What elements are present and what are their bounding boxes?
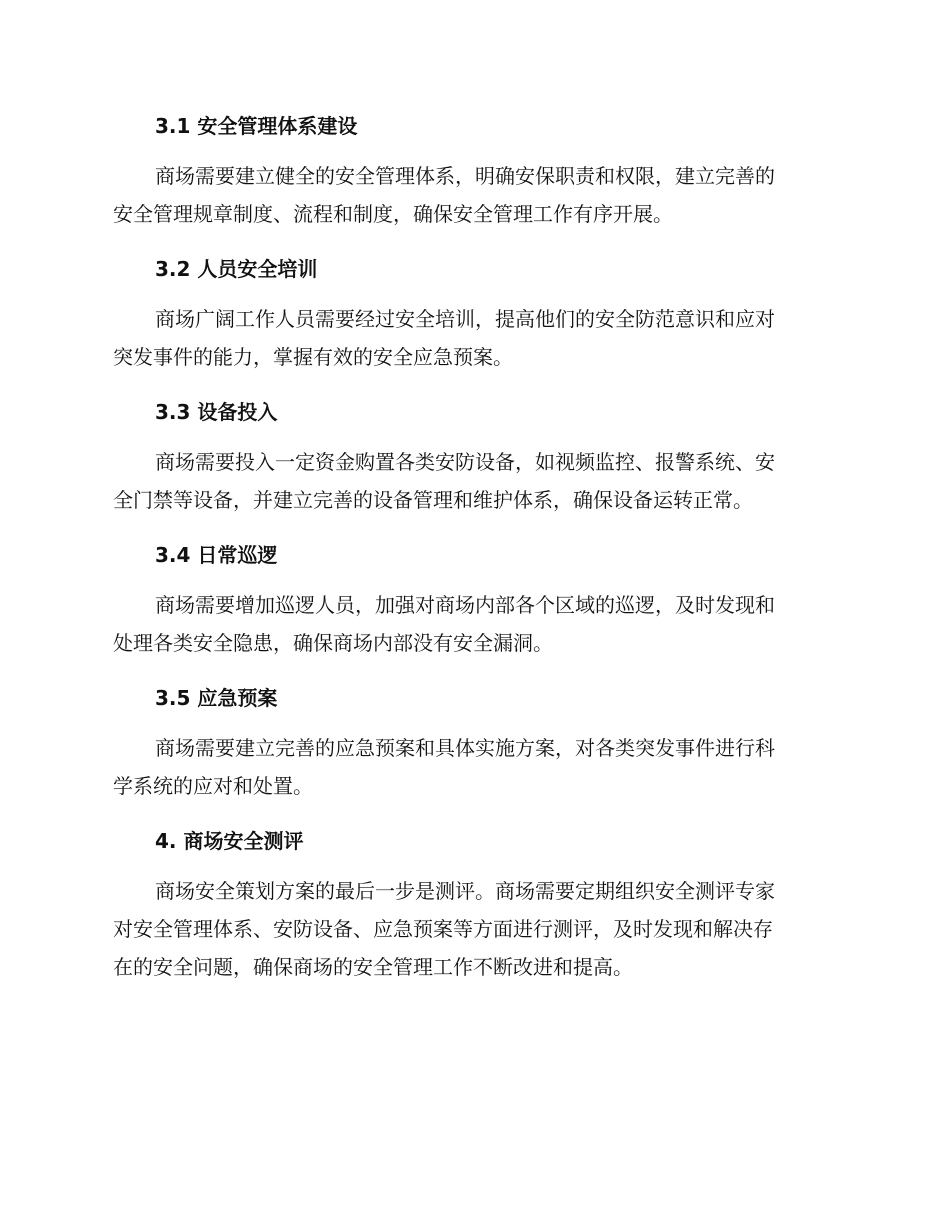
section-heading: 3.1 安全管理体系建设	[155, 114, 358, 138]
paragraph-line: 商场需要建立完善的应急预案和具体实施方案，对各类突发事件进行科	[155, 736, 775, 760]
paragraph-line: 商场需要建立健全的安全管理体系，明确安保职责和权限，建立完善的	[155, 164, 775, 188]
section-3-4	[113, 535, 833, 662]
section-paragraph	[113, 157, 833, 233]
paragraph-line: 商场需要增加巡逻人员，加强对商场内部各个区域的巡逻，及时发现和	[155, 593, 775, 617]
paragraph-line: 学系统的应对和处置。	[113, 774, 313, 798]
section-heading: 3.3 设备投入	[155, 400, 278, 424]
paragraph-line: 全门禁等设备，并建立完善的设备管理和维护体系，确保设备运转正常。	[113, 488, 753, 512]
paragraph-line: 商场广阔工作人员需要经过安全培训，提高他们的安全防范意识和应对	[155, 307, 775, 331]
paragraph-line: 安全管理规章制度、流程和制度，确保安全管理工作有序开展。	[113, 202, 673, 226]
paragraph-line: 突发事件的能力，掌握有效的安全应急预案。	[113, 345, 513, 369]
section-3-5	[113, 678, 833, 805]
document-body	[113, 106, 833, 1002]
section-3-1	[113, 106, 833, 233]
section-heading: 3.4 日常巡逻	[155, 543, 278, 567]
section-heading: 4. 商场安全测评	[155, 829, 304, 853]
section-3-2	[113, 249, 833, 376]
section-paragraph	[113, 300, 833, 376]
paragraph-line: 处理各类安全隐患，确保商场内部没有安全漏洞。	[113, 631, 553, 655]
section-paragraph	[113, 443, 833, 519]
paragraph-line: 对安全管理体系、安防设备、应急预案等方面进行测评，及时发现和解决存	[113, 917, 773, 941]
paragraph-line: 商场安全策划方案的最后一步是测评。商场需要定期组织安全测评专家	[155, 879, 775, 903]
section-3-3	[113, 392, 833, 519]
section-paragraph	[113, 872, 833, 986]
section-4	[113, 821, 833, 986]
section-heading: 3.2 人员安全培训	[155, 257, 318, 281]
paragraph-line: 商场需要投入一定资金购置各类安防设备，如视频监控、报警系统、安	[155, 450, 775, 474]
section-paragraph	[113, 586, 833, 662]
section-heading: 3.5 应急预案	[155, 686, 278, 710]
section-paragraph	[113, 729, 833, 805]
paragraph-line: 在的安全问题，确保商场的安全管理工作不断改进和提高。	[113, 955, 633, 979]
